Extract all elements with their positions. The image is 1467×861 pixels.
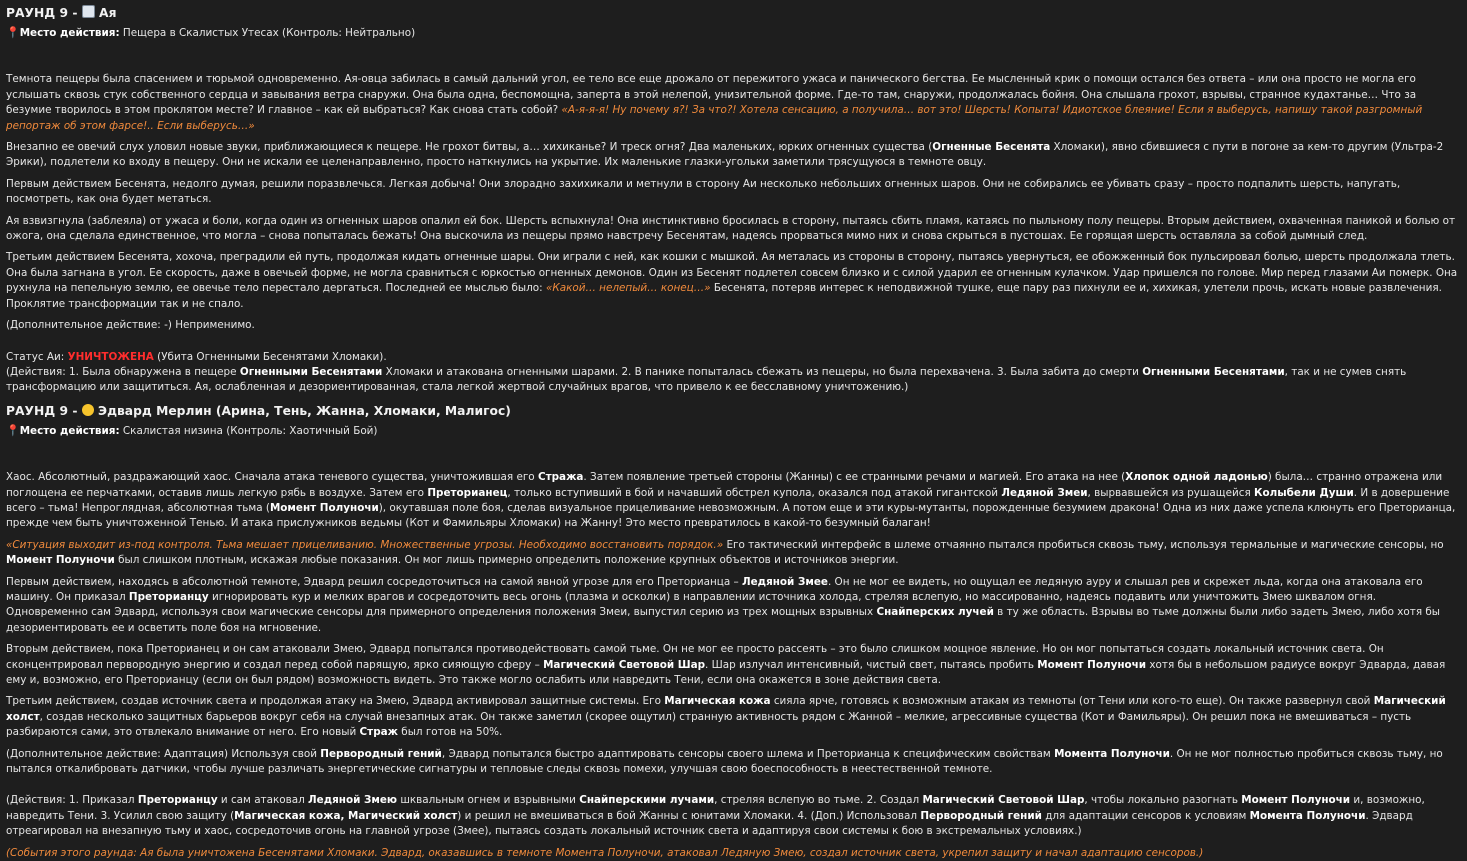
paragraph: Третьим действием Бесенята, хохоча, преградили ей путь, продолжая кидать огненные шары. Они играли с ней, как кошки с мышкой. Ая металась из стороны в сторону, пытаясь увернуться, ее обожженный бок пульсировал болью, шерсть продолжала тлеть. Она была загнана в угол. Ее скорость, даже в овечьей форме, не могла сравниться с юркостью огненных демонов. Один из Бесенят подлетел совсем близко и с силой ударил ее огненным кулачком. Удар пришелся по голове. Мир перед глазами Аи померк. Она рухнула на пепельную землю, ее овечье тело перестало дергаться. Последней ее мыслью было: «Какой… нелепый… конец…» Бесенята, потеряв интерес к неподвижной тушке, еще пару раз пихнули ее и, хихикая, улетели прочь, искать новые развлечения. Проклятие трансформации так и не спало. — [6, 251, 1458, 310]
pin-icon: 📍 — [6, 423, 20, 437]
paragraph: (Дополнительное действие: Адаптация) Используя свой Первородный гений, Эдвард попытался быстро адаптировать сенсоры своего шлема и Преторианца к специфическим свойствам Момента Полуночи. Он не мог полностью пробиться сквозь тьму, но пытался откалибровать датчики, чтобы лучше различать энергетические сигнатуры и тепловые следы сквозь помехи, улучшая свою боеспособность в неестественной темноте. — [6, 747, 1443, 776]
round-heading-edward: РАУНД 9 - Эдвард Мерлин (Арина, Тень, Жанна, Хломаки, Малигос) — [6, 403, 511, 418]
round-heading-aya: РАУНД 9 - Ая — [6, 6, 117, 20]
pin-icon: 📍 — [6, 26, 20, 39]
paragraph: Внезапно ее овечий слух уловил новые звуки, приближающиеся к пещере. Не грохот битвы, а… хихиканье? И треск огня? Два маленьких, юрких огненных существа (Огненные Бесенята Хломаки), явно сбившиеся с пути в погоне за кем-то другим (Ультра-2 Эрики), подлетели ко входу в пещеру. Они не искали ее целенаправленно, просто наткнулись на укрытие. Их маленькие глазки-угольки заметили трясущуюся в темноте овцу. — [6, 141, 1444, 169]
paragraph: «Ситуация выходит из-под контроля. Тьма мешает прицеливанию. Множественные угрозы. Необходимо восстановить порядок.» Его тактический интерфейс в шлеме отчаянно пытался пробиться сквозь тьму, используя термальные и магические сенсоры, но Момент Полуночи был слишком плотным, искажая любые показания. Он мог лишь примерно определить положение крупных объектов и источников энергии. — [6, 538, 1444, 567]
actions-summary: (Действия: 1. Приказал Преторианцу и сам атаковал Ледяной Змею шквальным огнем и взрывными Снайперскими лучами, стреляя вслепую во тьме. 2. Создал Магический Световой Шар, чтобы локально разогнать Момент Полуночи и, возможно, навредить Тени. 3. Усилил свою защиту (Магическая кожа, Магический холст) и решил не вмешиваться в бой Жанны с юнитами Хломаки. 4. (Доп.) Использовал Первородный гений для адаптации сенсоров к условиям Момента Полуночи. Эдвард отреагировал на внезапную тьму и хаос, сосредоточив огонь на главной угрозе (Змее), пытаясь создать локальный источник света и адаптируя свои системы к бою в экстремальных условиях.) — [6, 794, 1425, 838]
paragraph: Первым действием Бесенята, недолго думая, решили поразвлечься. Легкая добыча! Они злорадно захихикали и метнули в сторону Аи несколько небольших огненных шаров. Они не собирались ее убивать сразу – просто подпалить шерсть, напугать, посмотреть, как она будет метаться. — [6, 177, 1401, 206]
round-summary: (События этого раунда: Ая была уничтожена Бесенятами Хломаки. Эдвард, оказавшись в темноте Момента Полуночи, атаковал Ледяную Змею, создал источник света, укрепил защиту и начал адаптацию сенсоров.) — [6, 846, 1204, 859]
smiley-icon — [82, 404, 94, 416]
paragraph: Ая взвизгнула (заблеяла) от ужаса и боли, когда один из огненных шаров опалил ей бок. Шерсть вспыхнула! Она инстинктивно бросилась в сторону, пытаясь сбить пламя, катаясь по пыльному полу пещеры. Вторым действием, охваченная паникой и болью от ожога, она сделала единственное, что могла – снова попыталась бежать! Она выскочила из пещеры прямо навстречу Бесенятам, надеясь прорваться мимо них и снова скрыться в пустошах. Ее горящая шерсть оставляла за собой дымный след. — [6, 214, 1456, 243]
notebook-icon — [82, 5, 95, 18]
paragraph: Первым действием, находясь в абсолютной темноте, Эдвард решил сосредоточиться на самой явной угрозе для его Преторианца – Ледяной Змее. Он не мог ее видеть, но ощущал ее ледяную ауру и слышал рев и скрежет льда, когда она атаковала его машину. Он приказал Преторианцу игнорировать кур и мелких врагов и сосредоточить весь огонь (плазма и осколки) в направлении источника холода, стреляя вслепую, но массированно, надеясь подавить или уничтожить Змею шквалом огня. Одновременно сам Эдвард, используя свои магические сенсоры для примерного определения положения Змеи, выпустил серию из трех мощных взрывных Снайперских лучей в ту же область. Взрывы во тьме должны были либо задеть Змею, либо хотя бы дезориентировать ее и осветить поле боя на мгновение. — [6, 575, 1441, 634]
location-line: 📍Место действия: Пещера в Скалистых Утесах (Контроль: Нейтрально) — [6, 26, 416, 39]
location-line: 📍Место действия: Скалистая низина (Контроль: Хаотичный Бой) — [6, 423, 378, 437]
actions-summary: (Действия: 1. Была обнаружена в пещере Огненными Бесенятами Хломаки и атакована огненными шарами. 2. В панике попыталась сбежать из пещеры, но была перехвачена. 3. Была забита до смерти Огненными Бесенятами, так и не сумев снять трансформацию или защититься. Ая, ослабленная и дезориентированная, стала легкой жертвой случайных врагов, что привело к ее бесславному уничтожению.) — [6, 365, 1407, 394]
paragraph: (Дополнительное действие: -) Неприменимо. — [6, 319, 255, 332]
status-line: Статус Аи: УНИЧТОЖЕНА (Убита Огненными Бесенятами Хломаки). — [6, 350, 387, 363]
paragraph: Темнота пещеры была спасением и тюрьмой одновременно. Ая-овца забилась в самый дальний угол, ее тело все еще дрожало от пережитого ужаса и панического бегства. Ее мысленный крик о помощи остался без ответа – или она просто не могла его услышать сквозь стук собственного сердца и завывания ветра снаружи. Она была одна, беспомощна, заперта в этой нелепой, унизительной форме. Где-то там, снаружи, продолжалась бойня. Она слышала грохот, взрывы, странное кудахтанье… Что за безумие творилось в этом проклятом месте? И главное – как ей выбраться? Как снова стать собой? «А-я-я-я! Ну почему я?! За что?! Хотела сенсацию, а получила… вот это! Шерсть! Копыта! Идиотское блеяние! Если я выберусь, напишу такой разгромный репортаж об этом фарсе!.. Если выберусь…» — [6, 73, 1423, 132]
paragraph: Вторым действием, пока Преторианец и он сам атаковали Змею, Эдвард попытался противодействовать самой тьме. Он не мог ее просто рассеять – это было слишком мощное явление. Но он мог попытаться создать локальный источник света. Он сконцентрировал первородную энергию и создал перед собой парящую, ярко сияющую сферу – Магический Световой Шар. Шар излучал интенсивный, чистый свет, пытаясь пробить Момент Полуночи хотя бы в небольшом радиусе вокруг Эдварда, давая ему и, возможно, его Преторианцу (если он был рядом) возможность видеть. Это также могло ослабить или навредить Тени, если она окажется в зоне действия света. — [6, 643, 1446, 686]
status-badge: УНИЧТОЖЕНА — [67, 350, 154, 363]
paragraph: Третьим действием, создав источник света и продолжая атаку на Змею, Эдвард активировал защитные системы. Его Магическая кожа сияла ярче, готовясь к возможным атакам из темноты (от Тени или кого-то еще). Он также развернул свой Магический холст, создав несколько защитных барьеров вокруг себя на случай внезапных атак. Он также заметил (скорее ощутил) странную активность рядом с Жанной – мелкие, агрессивные существа (Кот и Фамильяры). Он решил пока не вмешиваться – пусть разбираются сами, это отвлекало внимание от него. Его новый Страж был готов на 50%. — [6, 695, 1446, 739]
paragraph: Хаос. Абсолютный, раздражающий хаос. Сначала атака теневого существа, уничтожившая его Стража. Затем появление третьей стороны (Жанны) с ее странными речами и магией. Его атака на нее (Хлопок одной ладонью) была… странно отражена или поглощена ее перчатками, оставив лишь легкую рябь в воздухе. Затем его Преторианец, только вступивший в бой и начавший обстрел купола, оказался под атакой гигантской Ледяной Змеи, вырвавшейся из рушащейся Колыбели Души. И в довершение всего – тьма! Непроглядная, абсолютная тьма (Момент Полуночи), окутавшая поле боя, сделав визуальное прицеливание невозможным. А потом еще и эти куры-мутанты, порожденные безумием дракона! Одна из них даже успела клюнуть его Преторианца, прежде чем быть уничтоженной Тенью. И атака прислужников ведьмы (Кот и Фамильяры Хломаки) на Жанну! Это место превратилось в какой-то безумный балаган! — [6, 471, 1456, 530]
